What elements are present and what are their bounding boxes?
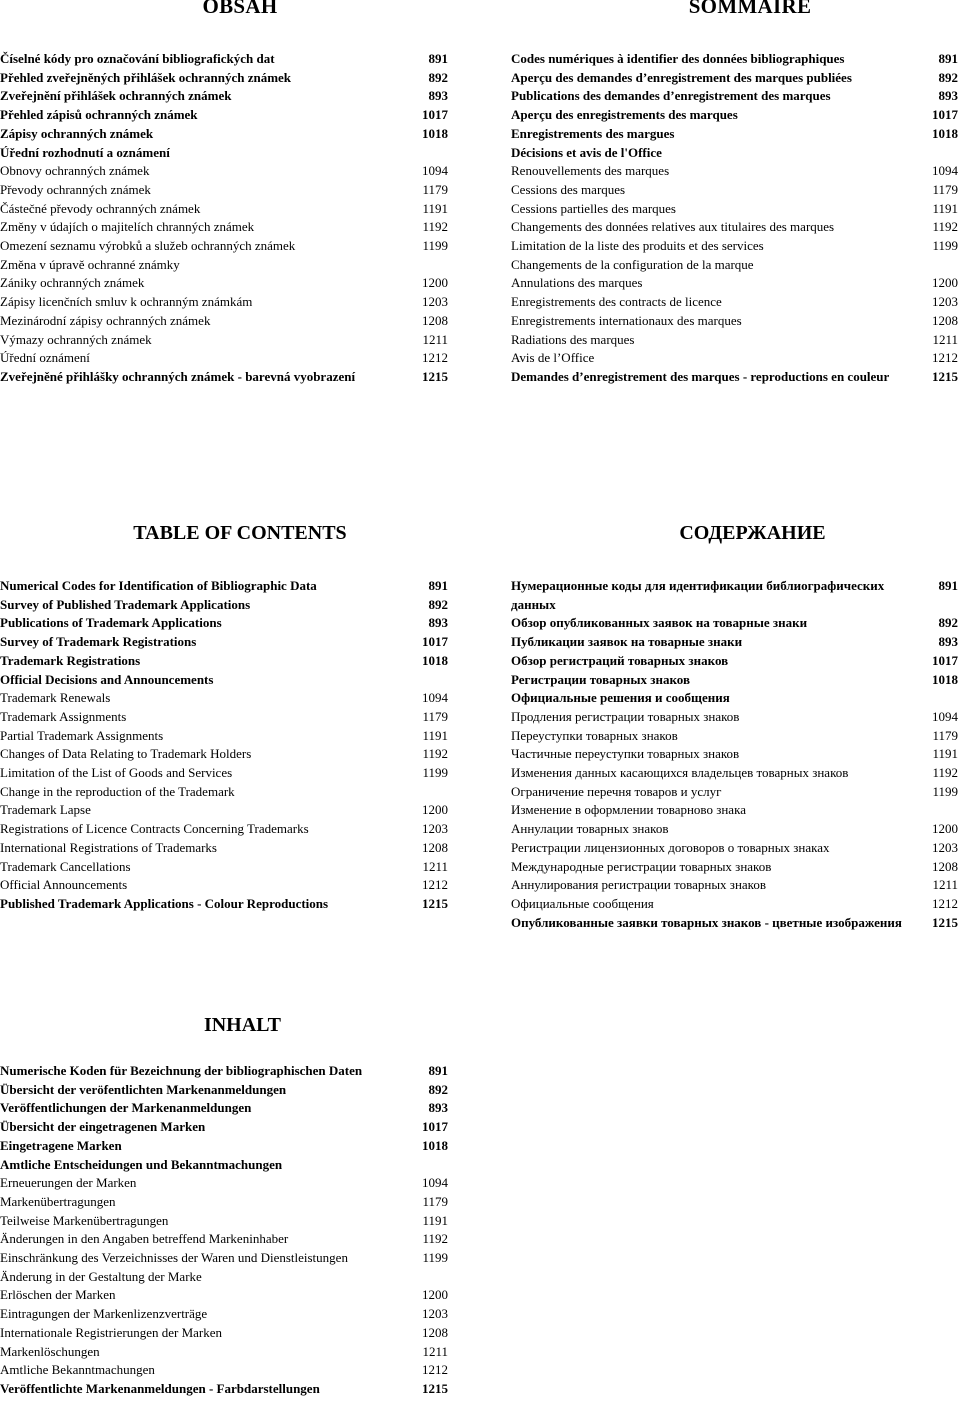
toc-entry xyxy=(0,1193,448,1212)
toc-entry-page-number: 1211 xyxy=(422,331,448,347)
toc-entry xyxy=(511,87,958,106)
toc-entry-label: Změna v úpravě ochranné známky xyxy=(0,256,180,272)
toc-entry-page-number: 892 xyxy=(428,596,448,612)
toc-list-russian xyxy=(511,577,958,932)
toc-entry xyxy=(511,783,958,802)
toc-entry-page-number: 1179 xyxy=(422,181,448,197)
toc-entry xyxy=(0,895,448,914)
toc-entry xyxy=(0,50,448,69)
toc-entry-label: Официальные сообщения xyxy=(511,895,654,911)
toc-entry xyxy=(0,876,448,895)
toc-entry-label: Demandes d’enregistrement des marques - reproductions en couleur xyxy=(511,368,890,384)
toc-entry xyxy=(0,368,448,387)
toc-entry xyxy=(0,256,448,275)
toc-entry-page-number: 1191 xyxy=(422,200,448,216)
toc-list-german xyxy=(0,1062,448,1399)
toc-entry-page-number: 893 xyxy=(428,615,448,631)
heading-sommaire: SOMMAIRE xyxy=(688,0,812,18)
toc-entry xyxy=(0,764,448,783)
toc-entry-page-number: 1200 xyxy=(932,821,958,837)
toc-entry-label: Продления регистрации товарных знаков xyxy=(511,708,740,724)
toc-entry-label: Official Decisions and Announcements xyxy=(0,671,214,687)
toc-entry-label: Numerical Codes for Identification of Bibliographic Data xyxy=(0,578,317,593)
toc-entry-page-number: 1094 xyxy=(422,690,448,706)
toc-entry-label: Changes of Data Relating to Trademark Holders xyxy=(0,746,252,762)
toc-entry xyxy=(0,1212,448,1231)
toc-entry xyxy=(0,689,448,708)
toc-entry-page-number: 1208 xyxy=(932,858,958,874)
toc-entry-page-number: 1192 xyxy=(932,219,958,235)
toc-entry xyxy=(511,50,958,69)
toc-entry xyxy=(511,708,958,727)
toc-entry-label: Zápisy ochranných známek xyxy=(0,125,154,141)
toc-entry xyxy=(511,727,958,746)
toc-entry-label: Výmazy ochranných známek xyxy=(0,331,152,347)
toc-entry-page-number: 1094 xyxy=(422,1175,448,1191)
toc-entry-page-number: 1212 xyxy=(932,350,958,366)
toc-entry-page-number: 1199 xyxy=(422,1250,448,1266)
toc-entry xyxy=(0,1156,448,1175)
toc-entry xyxy=(511,689,958,708)
toc-entry-label: Enregistrements internationaux des marques xyxy=(511,312,742,328)
toc-entry-label: Changements de la configuration de la marque xyxy=(511,256,754,272)
toc-entry-page-number: 1200 xyxy=(422,275,448,291)
toc-entry-page-number: 1212 xyxy=(422,350,448,366)
toc-entry-page-number: 1094 xyxy=(932,708,958,724)
toc-entry-page-number: 892 xyxy=(428,1081,448,1097)
toc-entry-page-number: 1208 xyxy=(422,312,448,328)
toc-entry xyxy=(0,596,448,615)
toc-entry xyxy=(511,858,958,877)
toc-entry-page-number: 1192 xyxy=(932,765,958,781)
toc-entry-page-number: 1215 xyxy=(422,1380,448,1396)
toc-entry xyxy=(511,106,958,125)
toc-entry-label: Radiations des marques xyxy=(511,331,635,347)
toc-entry-label: Přehled zápisů ochranných známek xyxy=(0,107,198,123)
toc-entry-label: Registrations of Licence Contracts Concerning Trademarks xyxy=(0,821,309,837)
toc-entry-page-number: 1017 xyxy=(422,634,448,650)
toc-entry-label: Публикации заявок на товарные знаки xyxy=(511,634,743,650)
toc-entry xyxy=(511,876,958,895)
toc-entry xyxy=(511,577,958,614)
toc-entry-label: Částečné převody ochranných známek xyxy=(0,200,201,216)
toc-entry xyxy=(511,125,958,144)
toc-entry-page-number: 1211 xyxy=(932,877,958,893)
toc-entry xyxy=(0,293,448,312)
toc-entry-page-number: 1179 xyxy=(932,181,958,197)
toc-entry xyxy=(511,237,958,256)
toc-entry-page-number: 892 xyxy=(428,69,448,85)
toc-entry-page-number: 1179 xyxy=(422,708,448,724)
toc-entry-page-number: 1203 xyxy=(932,839,958,855)
toc-entry-label: Zániky ochranných známek xyxy=(0,275,145,291)
toc-entry-page-number: 1203 xyxy=(422,1306,448,1322)
toc-entry xyxy=(511,69,958,88)
toc-entry xyxy=(0,1174,448,1193)
toc-entry-page-number: 1018 xyxy=(932,125,958,141)
toc-entry-label: Trademark Assignments xyxy=(0,708,127,724)
toc-entry xyxy=(0,839,448,858)
toc-entry xyxy=(511,256,958,275)
toc-entry-label: Опубликованные заявки товарных знаков - цветные изображения xyxy=(511,914,902,930)
toc-entry-label: Official Announcements xyxy=(0,877,128,893)
toc-entry-label: Официальные решения и сообщения xyxy=(511,690,730,706)
toc-entry xyxy=(0,801,448,820)
toc-entry xyxy=(511,671,958,690)
toc-entry-label: Codes numériques à identifier des données bibliographiques xyxy=(511,51,845,66)
toc-entry-label: Change in the reproduction of the Trademark xyxy=(0,783,235,799)
toc-entry xyxy=(0,1118,448,1137)
toc-entry-page-number: 893 xyxy=(428,1100,448,1116)
toc-entry-page-number: 1200 xyxy=(422,1287,448,1303)
toc-entry-page-number: 1208 xyxy=(422,839,448,855)
toc-entry-page-number: 1208 xyxy=(422,1324,448,1340)
toc-entry-label: Международные регистрации товарных знаков xyxy=(511,858,772,874)
toc-entry xyxy=(511,633,958,652)
toc-entry xyxy=(0,1343,448,1362)
toc-entry-page-number: 1203 xyxy=(422,294,448,310)
toc-entry-label: Изменение в оформлении товарново знака xyxy=(511,802,746,818)
toc-entry xyxy=(511,200,958,219)
toc-entry-label: Aperçu des demandes d’enregistrement des marques publiées xyxy=(511,69,852,85)
toc-entry-label: Veröffentlichungen der Markenanmeldungen xyxy=(0,1100,252,1116)
toc-entry-label: Регистрации товарных знаков xyxy=(511,671,690,687)
toc-entry-label: Survey of Published Trademark Applications xyxy=(0,596,251,612)
toc-entry xyxy=(0,577,448,596)
toc-entry xyxy=(0,69,448,88)
toc-entry-label: Обзор регистраций товарных знаков xyxy=(511,652,729,668)
toc-entry xyxy=(0,614,448,633)
toc-entry-label: Übersicht der eingetragenen Marken xyxy=(0,1119,206,1135)
toc-entry xyxy=(511,312,958,331)
toc-entry-label: Cessions partielles des marques xyxy=(511,200,676,216)
toc-entry xyxy=(0,727,448,746)
toc-entry-label: Аннулации товарных знаков xyxy=(511,821,669,837)
toc-entry-page-number: 1094 xyxy=(932,163,958,179)
toc-entry-page-number: 1191 xyxy=(932,746,958,762)
toc-entry-label: Publications of Trademark Applications xyxy=(0,615,222,631)
toc-entry-label: Aperçu des enregistrements des marques xyxy=(511,107,738,123)
toc-entry xyxy=(0,1230,448,1249)
toc-entry-label: Changements des données relatives aux titulaires des marques xyxy=(511,219,835,235)
toc-entry-label: Erlöschen der Marken xyxy=(0,1287,116,1303)
toc-entry-label: Limitation of the List of Goods and Services xyxy=(0,765,233,781)
toc-entry-label: Teilweise Markenübertragungen xyxy=(0,1212,169,1228)
toc-entry xyxy=(511,181,958,200)
toc-entry-label: Аннулирования регистрации товарных знаков xyxy=(511,877,766,893)
toc-entry xyxy=(0,106,448,125)
toc-entry-page-number: 1215 xyxy=(932,368,958,384)
toc-entry-page-number: 1179 xyxy=(932,727,958,743)
toc-entry-page-number: 1199 xyxy=(932,783,958,799)
toc-entry xyxy=(0,1062,448,1081)
toc-entry-label: Markenübertragungen xyxy=(0,1193,116,1209)
toc-entry-page-number: 1018 xyxy=(422,1137,448,1153)
toc-entry-label: Obnovy ochranných známek xyxy=(0,163,150,179)
toc-entry-page-number: 1017 xyxy=(932,107,958,123)
toc-entry-page-number: 893 xyxy=(428,88,448,104)
toc-entry-label: Partial Trademark Assignments xyxy=(0,727,164,743)
toc-entry-label: Úřední oznámení xyxy=(0,350,90,366)
toc-entry-page-number: 1191 xyxy=(932,200,958,216)
toc-entry-label: Trademark Registrations xyxy=(0,652,141,668)
toc-entry-label: Änderung in der Gestaltung der Marke xyxy=(0,1268,202,1284)
toc-entry xyxy=(0,1305,448,1324)
toc-entry-page-number: 1211 xyxy=(422,1343,448,1359)
toc-entry-label: Převody ochranných známek xyxy=(0,181,151,197)
toc-entry-page-number: 893 xyxy=(938,634,958,650)
toc-entry xyxy=(511,895,958,914)
toc-entry xyxy=(511,368,958,387)
heading-inhalt: INHALT xyxy=(203,1014,282,1036)
toc-entry-label: Trademark Renewals xyxy=(0,690,111,706)
toc-entry-label: Einschränkung des Verzeichnisses der Waren und Dienstleistungen xyxy=(0,1250,348,1266)
toc-entry xyxy=(511,218,958,237)
toc-entry-page-number: 1211 xyxy=(422,858,448,874)
toc-entry xyxy=(511,914,958,933)
toc-entry-label: International Registrations of Trademarks xyxy=(0,839,217,855)
toc-entry-label: Änderungen in den Angaben betreffend Markeninhaber xyxy=(0,1231,289,1247)
heading-table-of-contents: TABLE OF CONTENTS xyxy=(133,522,347,544)
toc-entry-page-number: 1215 xyxy=(932,914,958,930)
toc-entry-page-number: 1199 xyxy=(422,238,448,254)
toc-entry xyxy=(511,652,958,671)
toc-entry-label: Переуступки товарных знаков xyxy=(511,727,678,743)
toc-entry xyxy=(0,1099,448,1118)
toc-entry-page-number: 1200 xyxy=(422,802,448,818)
toc-entry-page-number: 1215 xyxy=(422,368,448,384)
toc-entry-label: Zveřejněné přihlášky ochranných známek - barevná vyobrazení xyxy=(0,368,356,384)
toc-entry-page-number: 1179 xyxy=(422,1193,448,1209)
toc-entry xyxy=(0,708,448,727)
toc-entry-label: Annulations des marques xyxy=(511,275,643,291)
toc-entry xyxy=(511,274,958,293)
toc-entry-page-number: 1212 xyxy=(932,895,958,911)
toc-entry-page-number: 1191 xyxy=(422,727,448,743)
toc-entry-page-number: 1199 xyxy=(422,765,448,781)
toc-entry-page-number: 891 xyxy=(428,578,448,593)
toc-entry xyxy=(511,614,958,633)
toc-entry xyxy=(511,801,958,820)
toc-entry-label: Limitation de la liste des produits et des services xyxy=(511,238,764,254)
toc-entry-page-number: 1208 xyxy=(932,312,958,328)
toc-entry-page-number: 1203 xyxy=(932,294,958,310)
toc-entry-page-number: 892 xyxy=(938,615,958,631)
toc-entry-page-number: 1192 xyxy=(422,746,448,762)
toc-entry xyxy=(0,312,448,331)
toc-entry xyxy=(0,125,448,144)
toc-entry-page-number: 1094 xyxy=(422,163,448,179)
toc-entry-page-number: 1018 xyxy=(422,652,448,668)
toc-entry xyxy=(0,144,448,163)
toc-entry-page-number: 1017 xyxy=(932,652,958,668)
toc-list-english xyxy=(0,577,448,914)
toc-entry xyxy=(0,820,448,839)
toc-entry-page-number: 1203 xyxy=(422,821,448,837)
toc-entry-label: Mezinárodní zápisy ochranných známek xyxy=(0,312,211,328)
toc-entry xyxy=(0,331,448,350)
toc-entry-label: Enregistrements des contracts de licence xyxy=(511,294,722,310)
toc-entry-label: Přehled zveřejněných přihlášek ochranných známek xyxy=(0,69,292,85)
toc-entry-label: Нумерационные коды для идентификации библиографических данных xyxy=(511,578,885,612)
toc-entry xyxy=(0,783,448,802)
toc-entry xyxy=(0,1081,448,1100)
toc-entry-label: Amtliche Entscheidungen und Bekanntmachungen xyxy=(0,1156,283,1172)
toc-entry-page-number: 1191 xyxy=(422,1212,448,1228)
toc-entry-page-number: 892 xyxy=(938,69,958,85)
toc-entry-page-number: 1018 xyxy=(932,671,958,687)
toc-entry-page-number: 891 xyxy=(428,1063,448,1078)
toc-entry xyxy=(0,274,448,293)
toc-entry xyxy=(511,839,958,858)
toc-entry xyxy=(511,293,958,312)
toc-entry-label: Zápisy licenčních smluv k ochranným známkám xyxy=(0,294,253,310)
toc-entry xyxy=(511,764,958,783)
toc-entry-label: Publications des demandes d’enregistrement des marques xyxy=(511,88,831,104)
toc-entry xyxy=(0,745,448,764)
toc-entry xyxy=(0,218,448,237)
toc-entry xyxy=(0,671,448,690)
toc-entry-page-number: 891 xyxy=(428,51,448,66)
toc-entry-label: Avis de l’Office xyxy=(511,350,595,366)
toc-entry-page-number: 1200 xyxy=(932,275,958,291)
toc-entry-label: Enregistrements des margues xyxy=(511,125,675,141)
toc-entry xyxy=(511,745,958,764)
toc-entry-label: Úřední rozhodnutí a oznámení xyxy=(0,144,170,160)
toc-entry-page-number: 1212 xyxy=(422,1362,448,1378)
heading-obsah: OBSAH xyxy=(202,0,278,18)
toc-entry xyxy=(511,144,958,163)
toc-entry-label: Регистрации лицензионных договоров о товарных знаках xyxy=(511,839,830,855)
toc-entry-page-number: 1215 xyxy=(422,895,448,911)
toc-entry-label: Markenlöschungen xyxy=(0,1343,100,1359)
toc-entry-label: Eingetragene Marken xyxy=(0,1137,122,1153)
toc-entry-label: Published Trademark Applications - Colour Reproductions xyxy=(0,895,329,911)
toc-entry xyxy=(0,162,448,181)
toc-entry-label: Trademark Cancellations xyxy=(0,858,131,874)
toc-entry-label: Renouvellements des marques xyxy=(511,163,670,179)
toc-entry-label: Изменения данных касающихся владельцев товарных знаков xyxy=(511,765,849,781)
toc-entry-page-number: 1212 xyxy=(422,877,448,893)
toc-entry-label: Übersicht der veröfentlichten Markenanmeldungen xyxy=(0,1081,287,1097)
toc-entry-page-number: 1211 xyxy=(932,331,958,347)
toc-entry xyxy=(0,237,448,256)
toc-entry-label: Zveřejnění přihlášek ochranných známek xyxy=(0,88,232,104)
toc-entry xyxy=(0,1286,448,1305)
toc-entry xyxy=(0,1380,448,1399)
toc-entry-label: Amtliche Bekanntmachungen xyxy=(0,1362,155,1378)
toc-list-sommaire xyxy=(511,50,958,387)
toc-list-obsah xyxy=(0,50,448,387)
toc-entry xyxy=(0,200,448,219)
toc-entry xyxy=(511,820,958,839)
toc-entry-label: Numerische Koden für Bezeichnung der bibliographischen Daten xyxy=(0,1063,363,1078)
toc-entry-label: Survey of Trademark Registrations xyxy=(0,634,197,650)
toc-entry xyxy=(511,349,958,368)
toc-entry-page-number: 891 xyxy=(938,51,958,66)
toc-entry-label: Změny v údajích o majitelích chranných známek xyxy=(0,219,255,235)
toc-entry xyxy=(511,331,958,350)
toc-entry-label: Trademark Lapse xyxy=(0,802,91,818)
toc-entry-page-number: 1017 xyxy=(422,1119,448,1135)
toc-entry-page-number: 1199 xyxy=(932,238,958,254)
toc-entry-label: Číselné kódy pro označování bibliografických dat xyxy=(0,51,275,66)
toc-entry xyxy=(0,181,448,200)
toc-entry-page-number: 1017 xyxy=(422,107,448,123)
toc-entry xyxy=(511,162,958,181)
toc-entry-label: Частичные переуступки товарных знаков xyxy=(511,746,740,762)
toc-entry-page-number: 893 xyxy=(938,88,958,104)
toc-entry-label: Décisions et avis de l'Office xyxy=(511,144,662,160)
toc-entry xyxy=(0,1361,448,1380)
toc-entry xyxy=(0,1324,448,1343)
toc-entry-label: Internationale Registrierungen der Marken xyxy=(0,1324,222,1340)
toc-entry-page-number: 1018 xyxy=(422,125,448,141)
toc-entry-label: Omezení seznamu výrobků a služeb ochranných známek xyxy=(0,238,296,254)
toc-entry xyxy=(0,349,448,368)
toc-entry xyxy=(0,1137,448,1156)
toc-entry-page-number: 1192 xyxy=(422,219,448,235)
toc-entry xyxy=(0,87,448,106)
toc-entry-label: Ограничение перечня товаров и услуг xyxy=(511,783,722,799)
toc-entry xyxy=(0,633,448,652)
toc-entry-label: Erneuerungen der Marken xyxy=(0,1175,137,1191)
toc-entry xyxy=(0,1268,448,1287)
toc-entry-page-number: 1192 xyxy=(422,1231,448,1247)
toc-entry-label: Обзор опубликованных заявок на товарные знаки xyxy=(511,615,808,631)
toc-entry-label: Cessions des marques xyxy=(511,181,626,197)
toc-entry-label: Eintragungen der Markenlizenzverträge xyxy=(0,1306,208,1322)
toc-entry xyxy=(0,858,448,877)
toc-entry xyxy=(0,652,448,671)
toc-entry-page-number: 891 xyxy=(938,578,958,593)
toc-entry-label: Veröffentlichte Markenanmeldungen - Farbdarstellungen xyxy=(0,1380,320,1396)
heading-soderzhanie: СОДЕРЖАНИЕ xyxy=(679,522,826,544)
toc-entry xyxy=(0,1249,448,1268)
